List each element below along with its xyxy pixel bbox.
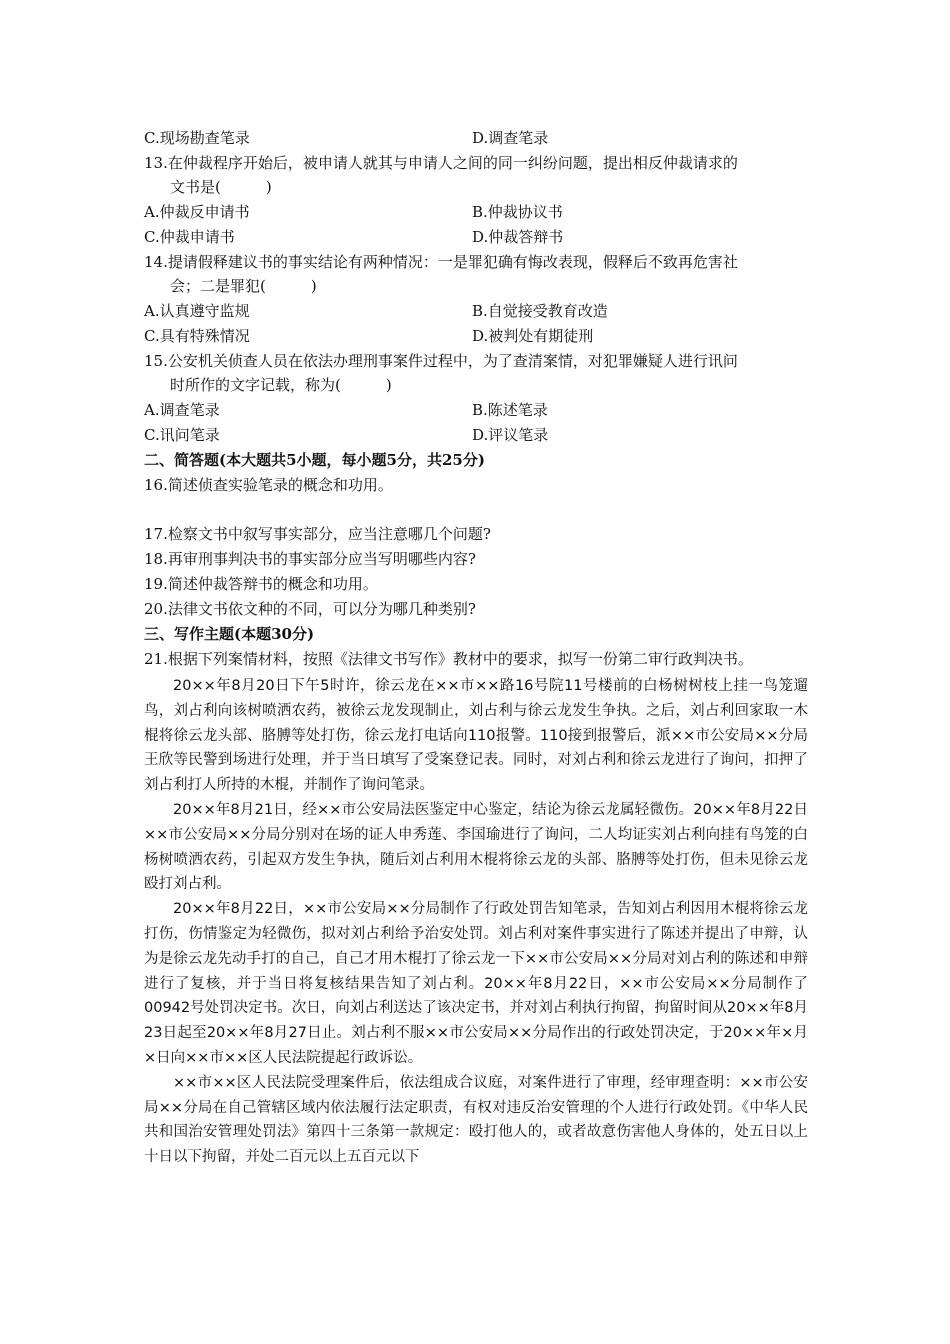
q13-option-d: D.仲裁答辩书 [472,228,564,246]
q13-stem-line2: 文书是( ) [170,178,272,196]
q14-option-d: D.被判处有期徒刑 [472,327,594,345]
q18: 18.再审刑事判决书的事实部分应当写明哪些内容? [144,550,476,568]
case-paragraph-4: ××市××区人民法院受理案件后，依法组成合议庭，对案件进行了审理，经审理查明：××市公安局××分局在自己管辖区域内依法履行法定职责，有权对违反治安管理的个人进行行政处罚。《中华人民共和国治安管理处罚法》第四十三条第一款规定：殴打他人的，或者故意伤害他人身体的，处五日以上十日以下拘留，并处二百元以上五百元以下 [144,1074,808,1166]
q16: 16.简述侦查实验笔录的概念和功用。 [144,476,393,494]
q15-stem-line2: 时所作的文字记载，称为( ) [170,376,392,394]
q21-stem: 21.根据下列案情材料，按照《法律文书写作》教材中的要求，拟写一份第二审行政判决书。 [144,650,753,668]
q13-option-c: C.仲裁申请书 [144,228,235,246]
q14-stem-line2: 会；二是罪犯( ) [170,277,317,295]
section3-heading: 三、写作主题(本题30分) [144,625,315,643]
q20: 20.法律文书依文种的不同，可以分为哪几种类别? [144,600,476,618]
q14-option-a: A.认真遵守监规 [144,302,250,320]
q15-option-a: A.调查笔录 [144,401,220,419]
q15-option-c: C.讯问笔录 [144,426,220,444]
q15-stem-line1: 15.公安机关侦查人员在依法办理刑事案件过程中，为了查清案情，对犯罪嫌疑人进行讯问 [144,352,738,370]
case-paragraph-2: 20××年8月21日，经××市公安局法医鉴定中心鉴定，结论为徐云龙属轻微伤。20××年8月22日××市公安局××分局分别对在场的证人申秀莲、李国瑜进行了询问，二人均证实刘占利向挂有鸟笼的白杨树喷洒农药，引起双方发生争执，随后刘占利用木棍将徐云龙的头部、胳膊等处打伤，但未见徐云龙殴打刘占利。 [144,801,808,893]
q13-option-b: B.仲裁协议书 [472,203,563,221]
q12-option-d: D.调查笔录 [472,129,549,147]
section2-heading: 二、简答题(本大题共5小题，每小题5分，共25分) [144,451,485,469]
case-paragraph-3: 20××年8月22日，××市公安局××分局制作了行政处罚告知笔录，告知刘占利因用木棍将徐云龙打伤，伤情鉴定为轻微伤，拟对刘占利给予治安处罚。刘占利对案件事实进行了陈述并提出了申辩，认为是徐云龙先动手打的自己，自己才用木棍打了徐云龙一下××市公安局××分局对刘占利的陈述和申辩进行了复核，并于当日将复核结果告知了刘占利。20××年8月22日，××市公安局××分局制作了00942号处罚决定书。次日，向刘占利送达了该决定书，并对刘占利执行拘留，拘留时间从20××年8月23日起至20××年8月27日止。刘占利不服××市公安局××分局作出的行政处罚决定，于20××年×月×日向××市××区人民法院提起行政诉讼。 [144,901,808,1066]
q17: 17.检察文书中叙写事实部分，应当注意哪几个问题? [144,525,491,543]
q12-option-c: C.现场勘查笔录 [144,129,250,147]
q13-stem-line1: 13.在仲裁程序开始后，被申请人就其与申请人之间的同一纠纷问题，提出相反仲裁请求的 [144,154,738,172]
q14-option-c: C.具有特殊情况 [144,327,250,345]
q13-option-a: A.仲裁反申请书 [144,203,250,221]
q14-stem-line1: 14.提请假释建议书的事实结论有两种情况：一是罪犯确有悔改表现，假释后不致再危害社 [144,253,738,271]
case-paragraph-1: 20××年8月20日下午5时许，徐云龙在××市××路16号院11号楼前的白杨树树枝上挂一鸟笼遛鸟，刘占利向该树喷洒农药，被徐云龙发现制止，刘占利与徐云龙发生争执。之后，刘占利回家取一木棍将徐云龙头部、胳膊等处打伤，徐云龙打电话向110报警。110接到报警后，派××市公安局××分局王欣等民警到场进行处理，并于当日填写了受案登记表。同时，对刘占利和徐云龙进行了询问，扣押了刘占利打人所持的木棍，并制作了询问笔录。 [144,678,808,794]
q15-option-b: B.陈述笔录 [472,401,548,419]
q15-option-d: D.评议笔录 [472,426,549,444]
q14-option-b: B.自觉接受教育改造 [472,302,608,320]
case-material [144,674,808,1170]
q19: 19.简述仲裁答辩书的概念和功用。 [144,575,378,593]
